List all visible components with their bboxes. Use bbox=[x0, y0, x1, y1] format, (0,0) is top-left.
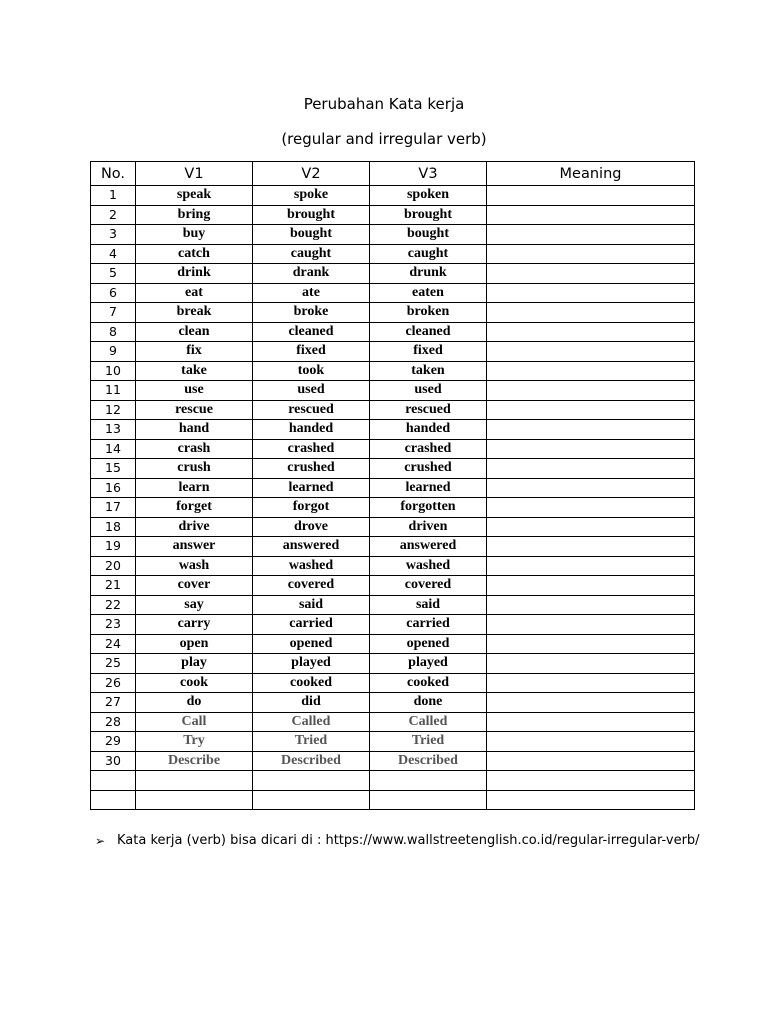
cell-v2: Called bbox=[253, 712, 370, 732]
table-row bbox=[91, 361, 695, 381]
cell-v2: bought bbox=[253, 225, 370, 245]
cell-meaning bbox=[487, 556, 695, 576]
cell-v2: broke bbox=[253, 303, 370, 323]
table-row bbox=[91, 322, 695, 342]
cell-no: 8 bbox=[91, 322, 136, 342]
cell-v2: crashed bbox=[253, 439, 370, 459]
cell-v3: covered bbox=[370, 576, 487, 596]
source-note bbox=[95, 833, 700, 848]
header-no: No. bbox=[91, 162, 136, 186]
cell-v1: forget bbox=[136, 498, 253, 518]
cell-meaning bbox=[487, 654, 695, 674]
cell-v2: took bbox=[253, 361, 370, 381]
cell-no: 29 bbox=[91, 732, 136, 752]
cell-no: 2 bbox=[91, 205, 136, 225]
cell-v1: cover bbox=[136, 576, 253, 596]
cell-v2: covered bbox=[253, 576, 370, 596]
cell-v3: Tried bbox=[370, 732, 487, 752]
table-row bbox=[91, 342, 695, 362]
cell-v3: cleaned bbox=[370, 322, 487, 342]
table-row bbox=[91, 654, 695, 674]
cell-meaning bbox=[487, 303, 695, 323]
cell-no: 15 bbox=[91, 459, 136, 479]
cell-no: 3 bbox=[91, 225, 136, 245]
cell-v3: played bbox=[370, 654, 487, 674]
cell-meaning bbox=[487, 205, 695, 225]
table-body bbox=[91, 186, 695, 810]
cell-v2 bbox=[253, 771, 370, 791]
cell-meaning bbox=[487, 498, 695, 518]
cell-v1: take bbox=[136, 361, 253, 381]
cell-v2: spoke bbox=[253, 186, 370, 206]
cell-v3: handed bbox=[370, 420, 487, 440]
cell-meaning bbox=[487, 673, 695, 693]
cell-meaning bbox=[487, 283, 695, 303]
cell-no: 7 bbox=[91, 303, 136, 323]
cell-v1: cook bbox=[136, 673, 253, 693]
cell-v3: caught bbox=[370, 244, 487, 264]
table-row bbox=[91, 303, 695, 323]
cell-v1: Try bbox=[136, 732, 253, 752]
cell-v1 bbox=[136, 790, 253, 810]
cell-no: 20 bbox=[91, 556, 136, 576]
cell-v2: drank bbox=[253, 264, 370, 284]
cell-v1: buy bbox=[136, 225, 253, 245]
cell-v1: Describe bbox=[136, 751, 253, 771]
page-title: Perubahan Kata kerja bbox=[303, 95, 465, 113]
cell-no: 26 bbox=[91, 673, 136, 693]
table-row bbox=[91, 693, 695, 713]
cell-v1: Call bbox=[136, 712, 253, 732]
cell-v1: drive bbox=[136, 517, 253, 537]
table-row bbox=[91, 283, 695, 303]
cell-no: 23 bbox=[91, 615, 136, 635]
cell-meaning bbox=[487, 264, 695, 284]
cell-meaning bbox=[487, 244, 695, 264]
cell-v2 bbox=[253, 790, 370, 810]
cell-no: 28 bbox=[91, 712, 136, 732]
table-row bbox=[91, 732, 695, 752]
cell-no: 11 bbox=[91, 381, 136, 401]
table-row bbox=[91, 478, 695, 498]
cell-no: 9 bbox=[91, 342, 136, 362]
cell-v2: opened bbox=[253, 634, 370, 654]
cell-v2: drove bbox=[253, 517, 370, 537]
cell-v1: use bbox=[136, 381, 253, 401]
table-row bbox=[91, 400, 695, 420]
cell-no: 22 bbox=[91, 595, 136, 615]
cell-v3: spoken bbox=[370, 186, 487, 206]
cell-v2: played bbox=[253, 654, 370, 674]
cell-no: 10 bbox=[91, 361, 136, 381]
cell-v1: speak bbox=[136, 186, 253, 206]
table-row bbox=[91, 459, 695, 479]
cell-no: 14 bbox=[91, 439, 136, 459]
header-v3: V3 bbox=[370, 162, 487, 186]
table-row bbox=[91, 264, 695, 284]
table-row bbox=[91, 205, 695, 225]
table-row bbox=[91, 790, 695, 810]
cell-meaning bbox=[487, 225, 695, 245]
cell-meaning bbox=[487, 342, 695, 362]
cell-v3: rescued bbox=[370, 400, 487, 420]
cell-v3: fixed bbox=[370, 342, 487, 362]
table-row bbox=[91, 673, 695, 693]
cell-v2: ate bbox=[253, 283, 370, 303]
table-row bbox=[91, 537, 695, 557]
header-meaning: Meaning bbox=[487, 162, 695, 186]
table-row bbox=[91, 498, 695, 518]
cell-v2: did bbox=[253, 693, 370, 713]
cell-meaning bbox=[487, 186, 695, 206]
header-v1: V1 bbox=[136, 162, 253, 186]
cell-v3: forgotten bbox=[370, 498, 487, 518]
cell-meaning bbox=[487, 381, 695, 401]
cell-v3: bought bbox=[370, 225, 487, 245]
cell-v2: handed bbox=[253, 420, 370, 440]
cell-v3: washed bbox=[370, 556, 487, 576]
verb-table bbox=[90, 161, 695, 810]
cell-meaning bbox=[487, 420, 695, 440]
table-row bbox=[91, 186, 695, 206]
cell-no bbox=[91, 771, 136, 791]
cell-v1: wash bbox=[136, 556, 253, 576]
cell-v1 bbox=[136, 771, 253, 791]
cell-v3: crushed bbox=[370, 459, 487, 479]
cell-v1: learn bbox=[136, 478, 253, 498]
cell-meaning bbox=[487, 478, 695, 498]
table-row bbox=[91, 439, 695, 459]
cell-v1: drink bbox=[136, 264, 253, 284]
cell-v3: eaten bbox=[370, 283, 487, 303]
cell-no: 27 bbox=[91, 693, 136, 713]
cell-v2: learned bbox=[253, 478, 370, 498]
table-row bbox=[91, 595, 695, 615]
cell-v3: driven bbox=[370, 517, 487, 537]
table-row bbox=[91, 225, 695, 245]
cell-meaning bbox=[487, 693, 695, 713]
cell-meaning bbox=[487, 634, 695, 654]
cell-meaning bbox=[487, 439, 695, 459]
cell-v1: catch bbox=[136, 244, 253, 264]
cell-v3: Called bbox=[370, 712, 487, 732]
cell-meaning bbox=[487, 517, 695, 537]
table-row bbox=[91, 576, 695, 596]
cell-v2: cooked bbox=[253, 673, 370, 693]
table-row bbox=[91, 771, 695, 791]
page-subtitle: (regular and irregular verb) bbox=[281, 130, 487, 148]
cell-no: 30 bbox=[91, 751, 136, 771]
cell-v3: drunk bbox=[370, 264, 487, 284]
cell-v2: Described bbox=[253, 751, 370, 771]
cell-meaning bbox=[487, 537, 695, 557]
cell-v2: cleaned bbox=[253, 322, 370, 342]
cell-no: 6 bbox=[91, 283, 136, 303]
source-note-text: Kata kerja (verb) bisa dicari di : https://www.wallstreetenglish.co.id/regular-irregular-verb/ bbox=[117, 833, 700, 848]
cell-no: 4 bbox=[91, 244, 136, 264]
table-row bbox=[91, 517, 695, 537]
cell-v1: break bbox=[136, 303, 253, 323]
cell-no: 1 bbox=[91, 186, 136, 206]
cell-no: 17 bbox=[91, 498, 136, 518]
cell-v3: opened bbox=[370, 634, 487, 654]
cell-no: 5 bbox=[91, 264, 136, 284]
header-v2: V2 bbox=[253, 162, 370, 186]
cell-meaning bbox=[487, 615, 695, 635]
cell-v1: clean bbox=[136, 322, 253, 342]
table-row bbox=[91, 244, 695, 264]
cell-v2: carried bbox=[253, 615, 370, 635]
cell-v3: done bbox=[370, 693, 487, 713]
cell-v3: taken bbox=[370, 361, 487, 381]
cell-meaning bbox=[487, 361, 695, 381]
cell-v2: used bbox=[253, 381, 370, 401]
cell-v3: cooked bbox=[370, 673, 487, 693]
cell-no: 21 bbox=[91, 576, 136, 596]
cell-v3: used bbox=[370, 381, 487, 401]
cell-v2: rescued bbox=[253, 400, 370, 420]
cell-no: 25 bbox=[91, 654, 136, 674]
cell-v3: broken bbox=[370, 303, 487, 323]
cell-meaning bbox=[487, 732, 695, 752]
cell-v3: said bbox=[370, 595, 487, 615]
cell-meaning bbox=[487, 771, 695, 791]
table-row bbox=[91, 556, 695, 576]
cell-v2: brought bbox=[253, 205, 370, 225]
cell-v3 bbox=[370, 790, 487, 810]
cell-v1: open bbox=[136, 634, 253, 654]
cell-v1: hand bbox=[136, 420, 253, 440]
cell-no bbox=[91, 790, 136, 810]
cell-v1: carry bbox=[136, 615, 253, 635]
cell-v2: Tried bbox=[253, 732, 370, 752]
cell-no: 16 bbox=[91, 478, 136, 498]
cell-v2: fixed bbox=[253, 342, 370, 362]
cell-meaning bbox=[487, 712, 695, 732]
cell-v1: eat bbox=[136, 283, 253, 303]
cell-v1: crush bbox=[136, 459, 253, 479]
cell-v1: do bbox=[136, 693, 253, 713]
cell-no: 12 bbox=[91, 400, 136, 420]
cell-v1: bring bbox=[136, 205, 253, 225]
table-row bbox=[91, 634, 695, 654]
cell-v2: answered bbox=[253, 537, 370, 557]
cell-no: 18 bbox=[91, 517, 136, 537]
cell-v3: crashed bbox=[370, 439, 487, 459]
cell-v2: said bbox=[253, 595, 370, 615]
cell-v1: play bbox=[136, 654, 253, 674]
cell-v2: washed bbox=[253, 556, 370, 576]
cell-v2: crushed bbox=[253, 459, 370, 479]
cell-v3: brought bbox=[370, 205, 487, 225]
cell-meaning bbox=[487, 595, 695, 615]
cell-v2: forgot bbox=[253, 498, 370, 518]
cell-v1: fix bbox=[136, 342, 253, 362]
cell-v3: Described bbox=[370, 751, 487, 771]
cell-v3: learned bbox=[370, 478, 487, 498]
cell-meaning bbox=[487, 576, 695, 596]
cell-v1: rescue bbox=[136, 400, 253, 420]
cell-v3: carried bbox=[370, 615, 487, 635]
cell-v3 bbox=[370, 771, 487, 791]
cell-v1: say bbox=[136, 595, 253, 615]
cell-meaning bbox=[487, 322, 695, 342]
cell-meaning bbox=[487, 790, 695, 810]
cell-no: 19 bbox=[91, 537, 136, 557]
cell-meaning bbox=[487, 751, 695, 771]
cell-no: 13 bbox=[91, 420, 136, 440]
cell-v3: answered bbox=[370, 537, 487, 557]
table-header-row bbox=[91, 162, 695, 186]
table-row bbox=[91, 381, 695, 401]
table-row bbox=[91, 615, 695, 635]
table-row bbox=[91, 420, 695, 440]
cell-no: 24 bbox=[91, 634, 136, 654]
cell-meaning bbox=[487, 459, 695, 479]
cell-v2: caught bbox=[253, 244, 370, 264]
arrow-bullet-icon: ➢ bbox=[95, 833, 106, 848]
cell-meaning bbox=[487, 400, 695, 420]
cell-v1: answer bbox=[136, 537, 253, 557]
cell-v1: crash bbox=[136, 439, 253, 459]
table-row bbox=[91, 712, 695, 732]
table-row bbox=[91, 751, 695, 771]
